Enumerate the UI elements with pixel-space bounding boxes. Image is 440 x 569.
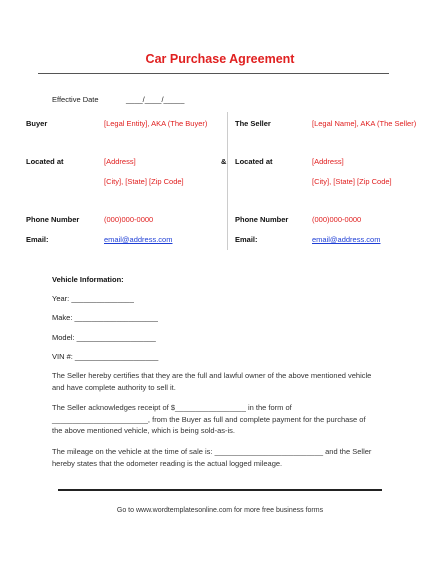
mileage-paragraph: The mileage on the vehicle at the time of sale is: __________________________ and the Seller hereby states that the odometer reading is the actual logged mileage. [52, 447, 372, 468]
vehicle-make-field[interactable]: Make: ____________________ [52, 313, 158, 322]
seller-address-field[interactable]: [Address] [312, 157, 344, 166]
buyer-email-label: Email: [26, 235, 49, 244]
title-divider [38, 73, 389, 74]
buyer-phone-label: Phone Number [26, 215, 80, 224]
ownership-paragraph: The Seller hereby certifies that they are the full and lawful owner of the above mentioned vehicle and have complete authority to sell it. [52, 371, 372, 392]
vehicle-model-field[interactable]: Model: ___________________ [52, 333, 156, 342]
effective-date-field[interactable]: ____/____/_____ [126, 95, 185, 104]
buyer-city-field[interactable]: [City], [State] [Zip Code] [104, 177, 184, 186]
buyer-located-label: Located at [26, 157, 64, 166]
buyer-name-field[interactable]: [Legal Entity], AKA (The Buyer) [104, 119, 208, 128]
seller-email-link[interactable]: email@address.com [312, 235, 381, 244]
seller-city-field[interactable]: [City], [State] [Zip Code] [312, 177, 392, 186]
buyer-phone-field[interactable]: (000)000-0000 [104, 215, 154, 224]
vehicle-year-field[interactable]: Year: _______________ [52, 294, 134, 303]
seller-located-label: Located at [235, 157, 273, 166]
footer-text: Go to www.wordtemplatesonline.com for more free business forms [116, 507, 324, 514]
footer-divider [58, 489, 382, 491]
effective-date-label: Effective Date [52, 95, 99, 104]
buyer-label: Buyer [26, 119, 48, 128]
document-title: Car Purchase Agreement [145, 52, 295, 66]
ampersand: & [221, 157, 227, 166]
seller-label: The Seller [235, 119, 271, 128]
buyer-email-link[interactable]: email@address.com [104, 235, 173, 244]
buyer-address-field[interactable]: [Address] [104, 157, 136, 166]
column-separator [227, 112, 228, 250]
seller-name-field[interactable]: [Legal Name], AKA (The Seller) [312, 119, 417, 128]
vehicle-info-heading: Vehicle Information: [52, 275, 124, 284]
seller-phone-label: Phone Number [235, 215, 289, 224]
seller-phone-field[interactable]: (000)000-0000 [312, 215, 362, 224]
vehicle-vin-field[interactable]: VIN #: ____________________ [52, 352, 159, 361]
seller-email-label: Email: [235, 235, 258, 244]
payment-paragraph: The Seller acknowledges receipt of $_________________ in the form of _______________________, from the Buyer as full and complete payment for the purchase of the above mentioned vehicle, which is being sold-as-is. [52, 403, 366, 435]
